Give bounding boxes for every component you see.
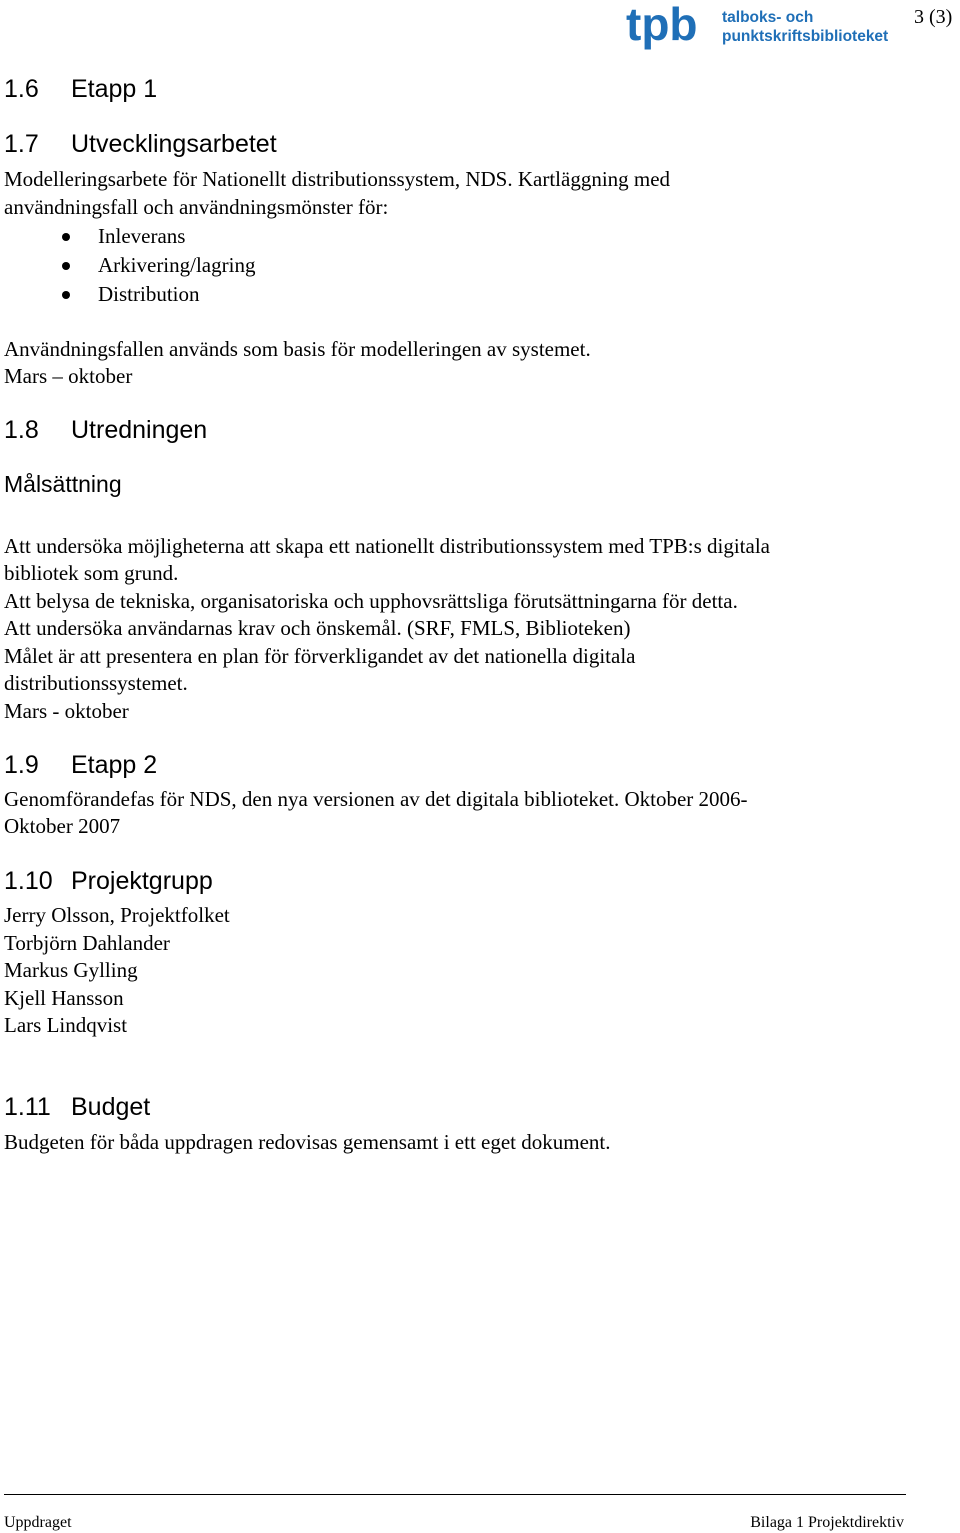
heading-number: 1.10: [4, 867, 53, 895]
paragraph-line: bibliotek som grund.: [4, 561, 179, 585]
subheading: Målsättning: [4, 471, 122, 497]
list-item: [58, 280, 255, 309]
tpb-logo-mark: [626, 0, 712, 56]
bullet-icon: [62, 262, 70, 270]
heading-title: Etapp 2: [71, 751, 158, 779]
paragraph-line: Modelleringsarbete för Nationellt distributionssystem, NDS. Kartläggning med: [4, 167, 671, 191]
list-item-label: Arkivering/lagring: [98, 253, 256, 277]
bullet-icon: [62, 233, 70, 241]
member-name: Jerry Olsson, Projektfolket: [4, 903, 230, 927]
paragraph-line: Att undersöka användarnas krav och önskemål. (SRF, FMLS, Biblioteken): [4, 616, 631, 640]
heading-number: 1.8: [4, 416, 39, 444]
heading-number: 1.9: [4, 751, 39, 779]
paragraph-line: Genomförandefas för NDS, den nya versionen av det digitala biblioteket. Oktober 2006-: [4, 787, 748, 811]
heading-title: Etapp 1: [71, 75, 158, 103]
list-item-label: Inleverans: [98, 224, 186, 248]
heading-title: Utredningen: [71, 416, 208, 444]
logo-subtitle-2: punktskriftsbiblioteket: [722, 28, 889, 45]
heading-1-11: [4, 1092, 150, 1122]
paragraph-line: Målet är att presentera en plan för förverkligandet av det nationella digitala: [4, 644, 636, 668]
period-text: Mars – oktober: [4, 364, 133, 388]
list-item: [58, 251, 255, 280]
member-name: Markus Gylling: [4, 958, 138, 982]
list-item: [58, 222, 255, 251]
heading-1-10: [4, 866, 213, 896]
footer-right: Bilaga 1 Projektdirektiv: [750, 1514, 904, 1531]
footer-divider: [4, 1494, 906, 1495]
page-number: 3 (3): [914, 6, 953, 28]
heading-1-6: [4, 74, 157, 104]
paragraph-line: Budgeten för båda uppdragen redovisas gemensamt i ett eget dokument.: [4, 1130, 611, 1154]
heading-title: Budget: [71, 1093, 151, 1121]
bullet-list: [58, 222, 255, 309]
heading-number: 1.11: [4, 1093, 51, 1121]
heading-1-8: [4, 415, 207, 445]
paragraph-line: Användningsfallen används som basis för modelleringen av systemet.: [4, 337, 591, 361]
period-text: Mars - oktober: [4, 699, 129, 723]
paragraph-line: Oktober 2007: [4, 814, 121, 838]
paragraph-line: distributionssystemet.: [4, 671, 188, 695]
list-item-label: Distribution: [98, 282, 200, 306]
logo-subtitle-1: talboks- och: [722, 9, 814, 26]
tpb-logo-text: tpb: [626, 0, 698, 50]
member-name: Kjell Hansson: [4, 986, 124, 1010]
paragraph-line: Att belysa de tekniska, organisatoriska och upphovsrättsliga förutsättningarna för detta.: [4, 589, 738, 613]
paragraph-line: Att undersöka möjligheterna att skapa ett nationellt distributionssystem med TPB:s digitala: [4, 534, 770, 558]
heading-title: Projektgrupp: [71, 867, 213, 895]
tpb-logo: [626, 0, 888, 56]
footer-left: Uppdraget: [4, 1514, 72, 1531]
member-name: Lars Lindqvist: [4, 1013, 128, 1037]
heading-number: 1.7: [4, 130, 39, 158]
paragraph-line: användningsfall och användningsmönster för:: [4, 195, 389, 219]
bullet-icon: [62, 291, 70, 299]
member-name: Torbjörn Dahlander: [4, 931, 170, 955]
heading-1-9: [4, 750, 157, 780]
heading-1-7: [4, 129, 277, 159]
heading-title: Utvecklingsarbetet: [71, 130, 277, 158]
heading-number: 1.6: [4, 75, 39, 103]
